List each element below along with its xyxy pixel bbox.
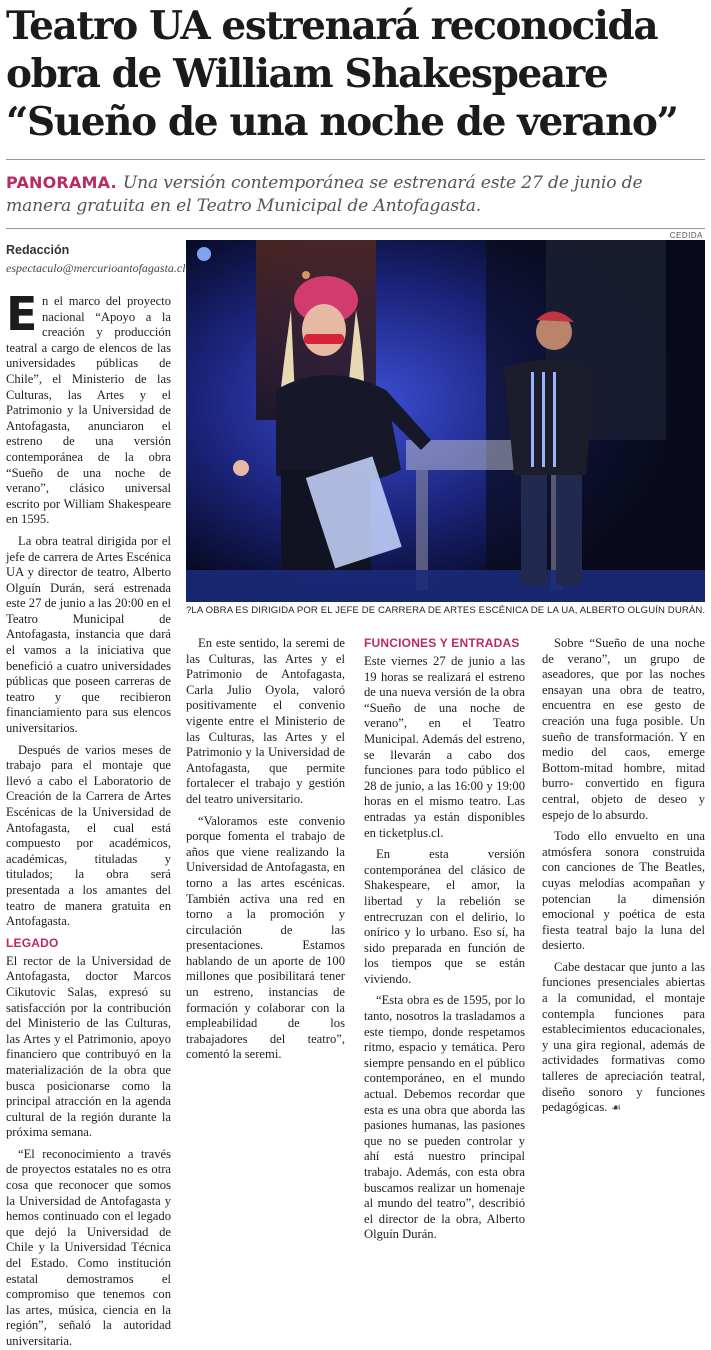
stage-photo-illustration bbox=[186, 240, 705, 602]
deck bbox=[6, 171, 706, 218]
headline-line-3: “Sueño de una noche de verano” bbox=[6, 99, 678, 145]
paragraph-9: En esta versión contemporánea del clásico de Shakespeare, el amor, la libertad y la rebelión se entrecruzan con el delirio, lo onírico y lo urbano. Eso sí, ha sido preparada en función de los tiempos que se están viviendo. bbox=[364, 847, 525, 986]
headline bbox=[6, 2, 706, 146]
byline-email[interactable]: espectaculo@mercurioantofagasta.cl bbox=[6, 261, 186, 275]
paragraph-7: “Valoramos este convenio porque fomenta el trabajo de años que viene realizando la Universidad de Antofagasta, en torno a las artes escénicas. También activa una red en torno a la promoción y circulación de las presentaciones. Estamos hablando de un aporte de 100 millones que posibilitará tener un estreno, instancias de formación y colaborar con la empleabilidad de los trabajadores del teatro”, comentó la seremi. bbox=[186, 813, 345, 1062]
stage-photo bbox=[186, 240, 705, 602]
deck-text: Una versión contemporánea se estrenará este 27 de junio de manera gratuita en el Teatro Municipal de Antofagasta. bbox=[6, 173, 643, 216]
article-column-4 bbox=[542, 636, 705, 1202]
paragraph-12: Todo ello envuelto en una atmósfera sonora construida con canciones de The Beatles, cuyas melodías acompañan y potencian la dimensión emocional y poética de esta fiesta teatral bajo la luna del desierto. bbox=[542, 829, 705, 953]
deck-rule bbox=[6, 228, 705, 229]
article-column-3 bbox=[364, 636, 525, 1242]
paragraph-6: En este sentido, la seremi de las Culturas, las Artes y el Patrimonio de Antofagasta, Carla Julio Oyola, valoró positivamente el convenio vigente entre el Ministerio de las Culturas, las Artes y el Patrimonio y la Universidad de Antofagasta, que permite fortalecer el trabajo y gestión del teatro universitario. bbox=[186, 636, 345, 806]
paragraph-4: El rector de la Universidad de Antofagasta, doctor Marcos Cikutovic Salas, expresó su satisfacción por la contribución del Ministerio de las Culturas, las Artes y el Patrimonio, apoyo financiero que contribuyó en la materialización de la obra que busca posicionarse como la principal atracción en la agenda cultural de la región durante la próxima semana. bbox=[6, 953, 171, 1140]
end-mark-icon: ☙ bbox=[611, 1101, 622, 1115]
paragraph-1-text: n el marco del proyecto nacional “Apoyo a la creación y producción teatral a cargo de elencos de las universidades públicas de Chile”, el Ministerio de las Culturas, las Artes y el Patrimonio y la Universidad de Antofagasta, anunciaron el estreno de una versión contemporánea de la obra “Sueño de una noche de verano”, clásico universal escrito por William Shakespeare en 1595. bbox=[6, 294, 171, 527]
subhead-funciones: FUNCIONES Y ENTRADAS bbox=[364, 636, 520, 650]
drop-cap: E bbox=[6, 287, 38, 341]
paragraph-13-text: Cabe destacar que junto a las funciones presenciales abiertas a la comunidad, el montaje contempla funciones para establecimientos educacionales, y una gira regional, además de actividades formativas como talleres de apreciación teatral, diseño sonoro y funciones pedagógicas. bbox=[542, 959, 705, 1115]
deck-kicker: PANORAMA. bbox=[6, 173, 117, 192]
paragraph-5: “El reconocimiento a través de proyectos estatales no es otra cosa que reconocer que somos la Universidad de Antofagasta y hemos continuado con el legado que dejó la Universidad de Chile y la Universidad Técnica del Estado. Como institución estatal demostramos el compromiso que tenemos con las artes, música, ciencia en la región”, señaló la autoridad universitaria. bbox=[6, 1146, 171, 1348]
paragraph-10: “Esta obra es de 1595, por lo tanto, nosotros la trasladamos a este tiempo, donde respetamos ritmo, espacio y temática. Pero siempre pensando en el público contemporáneo, en el mundo actual. Debemos recordar que esta es una obra que aborda las pasiones humanas, las pasiones que no se pueden controlar y ahí está nuestro principal trabajo. Además, con esta obra buscamos realizar un homenaje al mundo del teatro”, describió el director de la obra, Alberto Olguín Durán. bbox=[364, 993, 525, 1242]
paragraph-8: Este viernes 27 de junio a las 19 horas se realizará el estreno de una nueva versión de la obra “Sueño de una noche de verano”, en el Teatro Municipal. Además del estreno, se llevarán a cabo dos funciones para todo público el 28 de junio, a las 16:00 y 19:00 horas en el mismo teatro. Las entradas ya están disponibles en ticketplus.cl. bbox=[364, 654, 525, 840]
subhead-legado: LEGADO bbox=[6, 935, 59, 950]
photo-credit: CEDIDA bbox=[669, 231, 703, 240]
headline-rule bbox=[6, 159, 705, 160]
byline-author: Redacción bbox=[6, 243, 70, 257]
paragraph-2: La obra teatral dirigida por el jefe de carrera de Artes Escénica UA y director de teatro, Alberto Olguín Durán, será estrenada este 27 de junio a las 20:00 en el Teatro Municipal de Antofagasta, instancia que dará el vamos a la iniciativa que benefició a cuatro universidades públicas que poseen carreras de teatro y que recibieron financiamiento para sus elencos universitarios. bbox=[6, 533, 171, 736]
paragraph-13 bbox=[542, 960, 705, 1116]
article-column-2 bbox=[186, 636, 345, 1202]
paragraph-3: Después de varios meses de trabajo para el montaje que llevó a cabo el Laboratorio de Creación de la Carrera de Artes Escénicas de la Universidad de Antofagasta, el cual está compuesto por académicos, académicas, tituladas y titulados; la obra será presentada a los amantes del teatro de manera gratuita en Antofagasta. bbox=[6, 742, 171, 929]
photo-caption: ?LA OBRA ES DIRIGIDA POR EL JEFE DE CARRERA DE ARTES ESCÉNICA DE LA UA, ALBERTO OLGUÍN DURÁN. bbox=[186, 605, 706, 616]
paragraph-1 bbox=[6, 287, 171, 528]
headline-line-1: Teatro UA estrenará reconocida bbox=[6, 3, 658, 49]
paragraph-11: Sobre “Sueño de una noche de verano”, un grupo de aseadores, que por las noches ensayan una obra de teatro, encuentra en ese gesto de creación una fuga posible. Un sueño de transformación. Y en medio del caos, emerge Bottom-mitad hombre, mitad burro- convertido en figura central, objeto de deseo y espejo de lo absurdo. bbox=[542, 636, 705, 822]
headline-line-2: obra de William Shakespeare bbox=[6, 51, 608, 97]
article-column-1 bbox=[6, 287, 171, 1348]
